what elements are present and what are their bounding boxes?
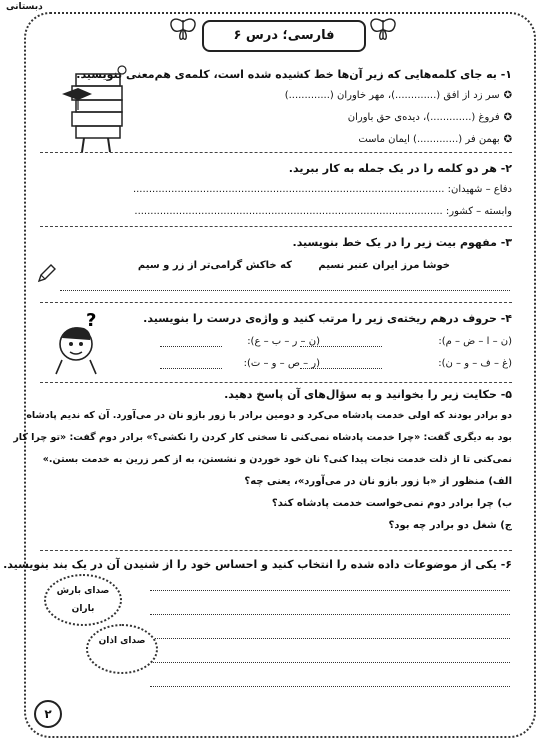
story-question: ب) چرا برادر دوم نمی‌خواست خدمت پادشاه کند؟ xyxy=(271,498,512,509)
pencil-icon xyxy=(36,262,58,288)
corner-label: دبستانی xyxy=(6,2,43,12)
answer-line[interactable] xyxy=(150,662,510,663)
story-question: الف) منظور از «با زور بازو نان در می‌آورد»، یعنی چه؟ xyxy=(244,476,512,487)
verse-second-hemistich: که خاکش گرامی‌تر از زر و سیم xyxy=(137,260,292,271)
question-2-line: وابسته – کشور: ................................................................................................. xyxy=(134,206,512,217)
question-3-heading: ۳- مفهوم بیت زیر را در یک خط بنویسید. xyxy=(292,236,512,249)
svg-text:?: ? xyxy=(86,310,97,331)
thinking-boy-illustration xyxy=(48,310,108,380)
verse-first-hemistich: خوشا مرز ایران عنبر نسیم xyxy=(318,260,450,271)
section-divider xyxy=(40,152,512,153)
scrambled-word: (ن – ر – ب – ع): xyxy=(247,336,320,347)
answer-line[interactable] xyxy=(150,590,510,591)
topic-label: صدای بارش باران xyxy=(56,586,110,614)
story-line: دو برادر بودند که اولی خدمت پادشاه می‌کرد و دومین برادر با زور بازو نان در می‌آورد. آن که ندیم پادشاه xyxy=(26,410,512,421)
section-divider xyxy=(40,382,512,383)
answer-line[interactable] xyxy=(160,346,222,347)
story-line: نمی‌کنی تا از ذلت خدمت نجات پیدا کنی؟ نان خود خوردن و نشستن، به از کمر زرین به خدمت بستن.» xyxy=(42,454,512,465)
scrambled-word: (غ – ف – و – ن): xyxy=(438,358,512,369)
answer-line[interactable] xyxy=(160,368,222,369)
question-1-line: ✪بهمن فر (.............) ایمان ماست xyxy=(358,134,512,145)
section-divider xyxy=(40,226,512,227)
question-2-heading: ۲- هر دو کلمه را در یک جمله به کار ببرید. xyxy=(288,162,512,175)
section-divider xyxy=(40,550,512,551)
section-divider xyxy=(40,302,512,303)
story-line: بود به دیگری گفت: «چرا خدمت پادشاه نمی‌کنی تا سختی کار کردن را نکشی؟» برادر دوم گفت: «تو چرا کار xyxy=(13,432,512,443)
butterfly-icon xyxy=(168,16,198,50)
question-1-line: ✪سر زد از افق (.............)، مهر خاوران (.............) xyxy=(284,90,512,101)
answer-line[interactable] xyxy=(60,290,510,291)
scrambled-word: (ر – ص – و – ت): xyxy=(243,358,320,369)
question-5-heading: ۵- حکایت زیر را بخوانید و به سؤال‌های آن پاسخ دهید. xyxy=(224,388,512,401)
question-1-heading: ۱- به جای کلمه‌هایی که زیر آن‌ها خط کشیده شده است، کلمه‌ی هم‌معنی بنویسید. xyxy=(76,68,512,81)
butterfly-icon xyxy=(368,16,398,50)
topic-label: صدای اذان xyxy=(98,636,146,646)
page-title: فارسی؛ درس ۶ xyxy=(202,20,366,52)
question-4-heading: ۴- حروف درهم ریخته‌ی زیر را مرتب کنید و واژه‌ی درست را بنویسید. xyxy=(143,312,512,325)
story-question: ج) شغل دو برادر چه بود؟ xyxy=(388,520,512,531)
page-number: ۲ xyxy=(34,700,62,728)
books-character-illustration xyxy=(62,64,132,160)
question-2-line: دفاع – شهیدان: .................................................................................................. xyxy=(132,184,512,195)
topic-cloud-azan xyxy=(86,624,158,674)
answer-line[interactable] xyxy=(150,686,510,687)
question-1-line: ✪فروغ (.............)، دیده‌ی حق باوران xyxy=(347,112,512,123)
topic-cloud-rain xyxy=(44,574,122,626)
scrambled-word: (ن – ا – ض – م): xyxy=(438,336,512,347)
answer-line[interactable] xyxy=(150,614,510,615)
answer-line[interactable] xyxy=(150,638,510,639)
question-6-heading: ۶- یکی از موضوعات داده شده را انتخاب کنید و احساس خود را از شنیدن آن در یک بند بنویسید. xyxy=(3,558,512,571)
